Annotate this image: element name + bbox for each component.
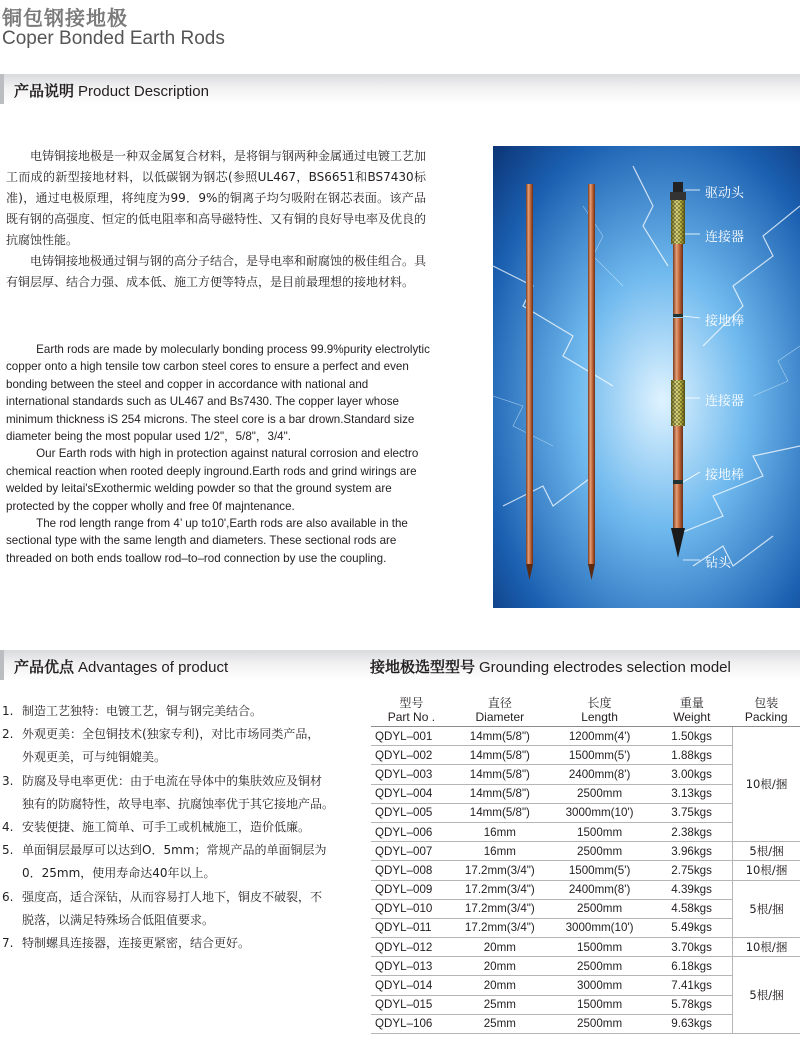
- col-header-part-no: [371, 693, 452, 727]
- table-cell: 2500mm: [548, 784, 651, 803]
- table-row: [371, 938, 800, 957]
- packing-cell: 10根/捆: [732, 727, 800, 842]
- table-cell: QDYL–014: [371, 976, 452, 995]
- table-cell: 2400mm(8'): [548, 765, 651, 784]
- table-cell: QDYL–002: [371, 746, 452, 765]
- advantage-number: 2.: [2, 727, 14, 742]
- advantage-text: 强度高，适合深钻，从而容易打人地下，铜皮不破裂，不: [22, 889, 323, 904]
- packing-cell: 10根/捆: [732, 938, 800, 957]
- advantage-item: [0, 839, 360, 862]
- table-cell: QDYL–006: [371, 822, 452, 841]
- table-cell: 17.2mm(3/4"): [452, 861, 548, 880]
- advantage-text: 特制螺具连接器，连接更紧密，结合更好。: [22, 936, 251, 951]
- packing-cell: 10根/捆: [732, 861, 800, 880]
- page-title-cn: 铜包钢接地极: [2, 6, 128, 30]
- table-cell: 3000mm(10'): [548, 918, 651, 937]
- table-cell: 1200mm(4'): [548, 727, 651, 746]
- table-header-row: [371, 693, 800, 727]
- label-drill-tip: 钻头: [705, 556, 732, 571]
- table-cell: 1.88kgs: [651, 746, 732, 765]
- table-cell: 17.2mm(3/4"): [452, 899, 548, 918]
- table-cell: 3.00kgs: [651, 765, 732, 784]
- table-cell: 17.2mm(3/4"): [452, 918, 548, 937]
- advantage-number: 3.: [2, 773, 14, 788]
- description-en: [6, 341, 432, 567]
- col-header-length: [548, 693, 651, 727]
- col-header-text: 直径: [487, 695, 512, 710]
- table-cell: 6.18kgs: [651, 957, 732, 976]
- table-cell: QDYL–009: [371, 880, 452, 899]
- col-header-packing: [732, 693, 800, 727]
- advantage-item-cont: 外观更美，可与纯铜媲美。: [22, 750, 167, 765]
- table-row: [371, 727, 800, 746]
- packing-cell: 5根/捆: [732, 842, 800, 861]
- advantage-text: 外观更美：全包铜技术(独家专利)，对比市场同类产品，: [22, 727, 320, 742]
- table-cell: 2500mm: [548, 1014, 651, 1033]
- table-cell: 16mm: [452, 842, 548, 861]
- description-en-para-2: Our Earth rods with high in protection against natural corrosion and electro chemical reaction when rooted deeply inground.Earth rods and grind wirings are welded by leitai'sExothermic welding powder so that the ground system are protected by the copper wholly and free 0f majntenance.: [6, 447, 419, 513]
- table-cell: 1500mm: [548, 995, 651, 1014]
- label-rod-1: 接地棒: [705, 314, 745, 329]
- table-cell: 2400mm(8'): [548, 880, 651, 899]
- description-cn: [6, 146, 426, 293]
- table-cell: QDYL–013: [371, 957, 452, 976]
- advantage-item-cont: 独有的防腐特性，故导电率、抗腐蚀率优于其它接地产品。: [22, 796, 335, 811]
- page-title-en: Coper Bonded Earth Rods: [2, 28, 225, 49]
- description-en-para-1: Earth rods are made by molecularly bonding process 99.9%purity electrolytic copper onto a high tensile tow carbon steel cores to ensure a perfect and even bonding between the steel and copper in accordance with national and international standards such as UL467 and Bs7430. The copper layer whose minimum thickness iS 254 microns. The steel core is a bar drown.Standard size diameter being the most popular used 1/2"，5/8"，3/4".: [6, 343, 430, 444]
- table-cell: 20mm: [452, 957, 548, 976]
- description-cn-para-1: 电铸铜接地极是一种双金属复合材料，是将铜与钢两种金属通过电镀工艺加工而成的新型接地材料，以低碳钢为钢芯(参照UL467，BS6651和BS7430标准)，通过电极原理，将纯度为99．9%的铜离子均匀吸附在钢芯表面。该产品既有钢的高强度、恒定的低电阻率和高导磁特性、又有铜的良好导电率及优良的抗腐蚀性能。: [6, 149, 427, 247]
- col-header-text: 包装: [754, 695, 779, 710]
- col-header-text: 型号: [399, 695, 424, 710]
- table-cell: 3000mm(10'): [548, 803, 651, 822]
- table-cell: 1500mm(5'): [548, 746, 651, 765]
- table-cell: 1.50kgs: [651, 727, 732, 746]
- advantage-number: 4.: [2, 820, 14, 835]
- col-header-diameter: [452, 693, 548, 727]
- advantage-number: 6.: [2, 889, 14, 904]
- advantage-text: 单面铜层最厚可以达到O．5mm；常规产品的单面铜层为: [22, 843, 327, 858]
- table-cell: 7.41kgs: [651, 976, 732, 995]
- table-cell: 25mm: [452, 995, 548, 1014]
- advantages-list: [0, 700, 360, 955]
- description-heading-cn: 产品说明: [14, 82, 75, 100]
- table-cell: 14mm(5/8"): [452, 727, 548, 746]
- table-heading-en: Grounding electrodes selection model: [479, 659, 731, 676]
- table-cell: 5.49kgs: [651, 918, 732, 937]
- label-drive-head: 驱动头: [705, 186, 745, 201]
- table-cell: QDYL–007: [371, 842, 452, 861]
- table-cell: QDYL–015: [371, 995, 452, 1014]
- table-row: [371, 880, 800, 899]
- table-cell: 14mm(5/8"): [452, 784, 548, 803]
- label-coupler-1: 连接器: [705, 230, 745, 245]
- label-rod-2: 接地棒: [705, 468, 745, 483]
- table-row: [371, 957, 800, 976]
- table-cell: QDYL–005: [371, 803, 452, 822]
- advantage-item-cont: 脱落，以满足特殊场合低阻值要求。: [22, 912, 215, 927]
- section-bar-selection: [360, 650, 800, 680]
- advantage-number: 7.: [2, 936, 14, 951]
- advantage-item: [0, 932, 360, 955]
- product-picture: [493, 146, 800, 608]
- table-cell: 14mm(5/8"): [452, 746, 548, 765]
- packing-cell: 5根/捆: [732, 880, 800, 938]
- advantage-number: 1.: [2, 704, 14, 718]
- table-cell: QDYL–011: [371, 918, 452, 937]
- table-cell: 3.13kgs: [651, 784, 732, 803]
- advantage-item-cont: 0．25mm，使用寿命达40年以上。: [22, 866, 216, 881]
- advantage-item: [0, 723, 360, 746]
- table-cell: QDYL–106: [371, 1014, 452, 1033]
- table-cell: 16mm: [452, 822, 548, 841]
- table-cell: QDYL–004: [371, 784, 452, 803]
- table-cell: 3.70kgs: [651, 938, 732, 957]
- table-row: [371, 842, 800, 861]
- table-cell: 4.39kgs: [651, 880, 732, 899]
- table-cell: 14mm(5/8"): [452, 765, 548, 784]
- col-header-text: Packing: [744, 709, 788, 724]
- table-cell: QDYL–010: [371, 899, 452, 918]
- table-cell: 17.2mm(3/4"): [452, 880, 548, 899]
- advantage-number: 5.: [2, 843, 14, 858]
- table-cell: 2.75kgs: [651, 861, 732, 880]
- advantage-item: [0, 816, 360, 839]
- table-row: [371, 861, 800, 880]
- table-cell: QDYL–008: [371, 861, 452, 880]
- col-header-weight: [651, 693, 732, 727]
- table-cell: 5.78kgs: [651, 995, 732, 1014]
- advantage-item: [0, 886, 360, 909]
- advantage-text: 防腐及导电率更优：由于电流在导体中的集肤效应及铜材: [22, 773, 323, 788]
- table-cell: 3.96kgs: [651, 842, 732, 861]
- advantage-text: 制造工艺独特：电镀工艺，铜与钢完美结合。: [22, 704, 263, 718]
- table-cell: 3000mm: [548, 976, 651, 995]
- table-cell: 25mm: [452, 1014, 548, 1033]
- table-cell: 2500mm: [548, 842, 651, 861]
- col-header-text: 长度: [587, 695, 612, 710]
- section-bar-description: [0, 74, 800, 104]
- description-cn-para-2: 电铸铜接地极通过铜与钢的高分子结合，是导电率和耐腐蚀的极佳组合。具有铜层厚、结合力强、成本低、施工方便等特点，是目前最理想的接地材料。: [6, 254, 427, 289]
- section-bar-advantages: [0, 650, 360, 680]
- table-cell: 2500mm: [548, 957, 651, 976]
- packing-cell: 5根/捆: [732, 957, 800, 1034]
- col-header-text: 重量: [679, 695, 704, 710]
- advantages-heading-cn: 产品优点: [14, 658, 75, 676]
- table-cell: QDYL–001: [371, 727, 452, 746]
- table-cell: 4.58kgs: [651, 899, 732, 918]
- advantage-item: [0, 700, 360, 723]
- table-cell: 1500mm: [548, 938, 651, 957]
- selection-table: [371, 693, 800, 1034]
- col-header-text: Length: [581, 709, 618, 724]
- table-cell: 3.75kgs: [651, 803, 732, 822]
- table-heading-cn: 接地极选型型号: [370, 658, 476, 676]
- table-cell: 1500mm: [548, 822, 651, 841]
- advantage-text: 安装便捷、施工简单、可手工或机械施工，造价低廉。: [22, 820, 311, 835]
- label-coupler-2: 连接器: [705, 394, 745, 409]
- table-cell: 2500mm: [548, 899, 651, 918]
- description-en-para-3: The rod length range from 4’ up to10',Earth rods are also available in the sectional type with the same length and diameters. These sectional rods are threaded on both ends toallow rod–to–rod connection by use the coupling.: [6, 517, 408, 565]
- table-cell: 9.63kgs: [651, 1014, 732, 1033]
- advantage-item: [0, 770, 360, 793]
- table-cell: 14mm(5/8"): [452, 803, 548, 822]
- col-header-text: Diameter: [475, 709, 525, 724]
- description-heading-en: Product Description: [78, 83, 209, 100]
- col-header-text: Part No .: [387, 709, 436, 724]
- col-header-text: Weight: [673, 709, 711, 724]
- table-cell: 20mm: [452, 976, 548, 995]
- table-cell: 1500mm(5'): [548, 861, 651, 880]
- table-cell: 20mm: [452, 938, 548, 957]
- table-cell: QDYL–003: [371, 765, 452, 784]
- advantages-heading-en: Advantages of product: [78, 659, 229, 676]
- table-cell: QDYL–012: [371, 938, 452, 957]
- table-cell: 2.38kgs: [651, 822, 732, 841]
